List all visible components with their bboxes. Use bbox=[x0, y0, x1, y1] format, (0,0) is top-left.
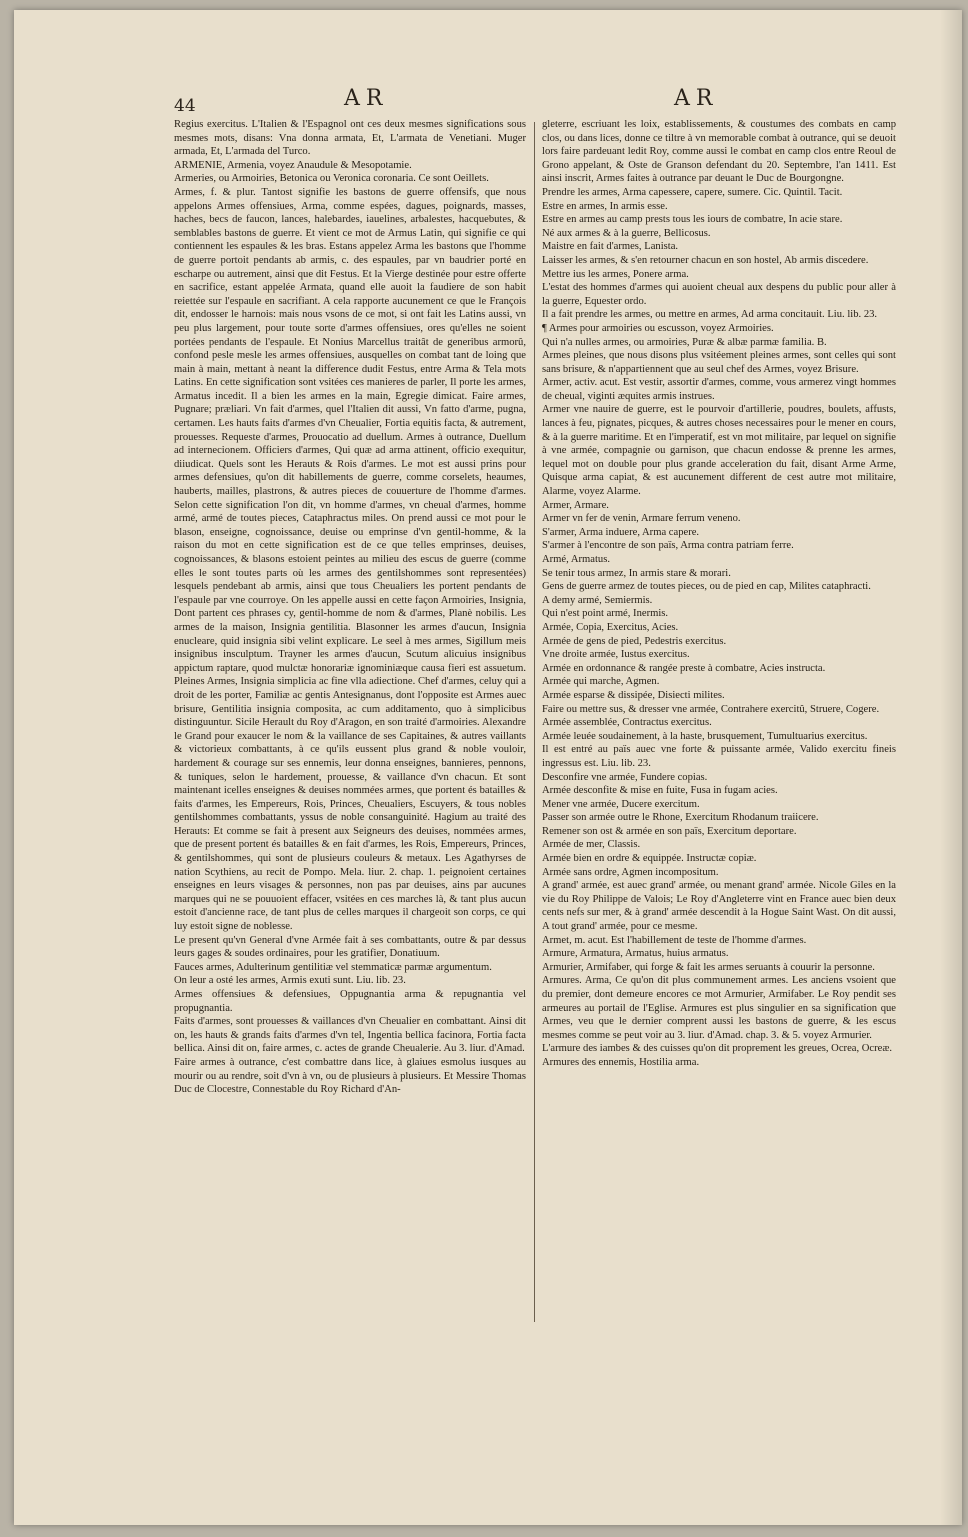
dictionary-entry: Faire armes à outrance, c'est combattre dans lice, à glaiues esmolus iusques au mourir ou au rendre, soit d'vn à vn, ou de plusieurs à plusieurs. Et Messire Thomas Duc de Clocestre, Connestable du Roy Richard d'An- bbox=[174, 1056, 526, 1096]
running-head-right: AR bbox=[674, 86, 719, 111]
dictionary-entry: Le present qu'vn General d'vne Armée fait à ses combattants, outre & par dessus leurs gages & soudes ordinaires, pour les gratifier, Donatiuum. bbox=[174, 934, 526, 960]
dictionary-entry: Armeries, ou Armoiries, Betonica ou Veronica coronaria. Ce sont Oeillets. bbox=[174, 173, 489, 185]
dictionary-entry: Armée, Copia, Exercitus, Acies. bbox=[542, 621, 679, 633]
dictionary-entry: Armes, f. & plur. Tantost signifie les bastons de guerre offensifs, que nous appelons Armes offensiues, Arma, comme espées, dagues, poignards, masses, haches, becs de faucon, lances, halebardes, iauelines, arbalestes, hacquebutes, & semblables bastons de guerre. Et vient ce mot de Armus Latin, qui signifie ce qui contiennent les espaules & les bras. Estans appelez Arma les bastons que l'homme de guerre portoit pendants ab armis, c. des espaules, par vn baudrier porté en escharpe ou autrement, ainsi que dit Festus. Et la Vierge destinée pour estre offerte en sacrifice, estant appelée Armata, quand elle auoit la faudiere de son habit reiettée sur l'espaule en sacrifiant. A cela rapporte aucunement ce que le François dit, endosser le harnois: mais nous vsons de ce mot, si ont fait les Latins aussi, vn peu plus largement, pour toute sorte d'armes offensiues, ores qu'elles ne soient portées pendants de l'espaule. Et Nonius Marcellus traitât de generibus armorû, confond pesle mesle les armes offensiues, ausquelles on combat tant de loing que main à main, mettant à neant la difference dudit Festus, entre Arma & Tela mots Latins. En cette signification sont vsitées ces manieres de parler, Il porte les armes, Armatus incedit. Il a bien les armes en la main, Egregie dimicat. Faire armes, Pugnare; præliari. Vn fait d'armes, quel l'Italien dit aussi, Vn fatto d'arme, pugna, certamen. Les hauts faits d'armes d'vn Cheualier, Fortia equitis facta, & autrement, prouesses. Requeste d'armes, Prouocatio ad duellum. Armes à outrance, Duellum ad internecionem. Officiers d'armes, Qui quæ ad arma attinent, officio exequitur, diiudicat. Quels sont les Herauts & Rois d'armes. Le mot est aussi prins pour armes defensiues, qu'on dit habillements de guerre, comme corselets, heaumes, hauberts, mailles, plastrons, & autres pieces de couuerture de l'homme d'armes. Selon cette signification l'on dit, vn homme d'armes, vn cheual d'armes, homme armé, armé de toutes pieces, Cataphractus miles. On prend aussi ce mot pour le blason, enseigne, cognoissance, deuise ou emprinse d'vn gentil-homme, & la raison du mot en cette signification est de ce que telles emprinses, deuises, cognoissances, & blasons estoient peintes au milieu des escus de guerre (comme elles le sont toutes parts où les armes des gentilshommes sont representées) lesquels pendebant ab armis, ainsi que tous Cheualiers les portent pendants de l'espaule par vne courroye. On les appelle aussi en cette façon Armoiries, Insignia, Dont partent ces phrases cy, gentil-homme de nom & d'armes, Planè nobilis. Les armes de la maison, Insignia gentilitia. Blasonner les armes d'aucun, Insignia enucleare, quid insignia sibi velint explicare. Le seel à mes armes, Sigillum meis insignibus insculptum. Trayner les armes d'aucun, Scutum alicuius insignibus appictum raptare, quod mulctæ honorariæ ignominiæque causa fieri est assuetum. Pleines Armes, Insignia simplicia ac fine vlla adiectione. Chef d'armes, celuy qui a droit de les porter, Familiæ ac gentis Antesignanus, dont l'opposite est Armes auec brisure, Gentilitia insignia composita, ac cum additamento, quo à simplicibus distinguuntur. Sicile Herault du Roy d'Aragon, en son traité d'armoiries. Alexandre le Grand pour exaucer le nom & la vaillance de ses Capitaines, & autres vaillants & victorieux combattants, à ce qu'ils eussent plus grand & noble vouloir, hardement & courage sur ses ennemis, leur donna enseignes, bannieres, pennons, & tuniques, selon le hardement, prouesse, & vaillance d'vn chacun. Et sont maintenant icelles enseignes & deuises nommées armes, que portent és batailles & faits d'armes, les Empereurs, Rois, Princes, Cheualiers, Escuyers, & tous nobles gentilshommes combattants, yssus de noble consanguinité. Hagium au traité des Herauts: Et comme se fait à present aux Seigneurs des deuises, nommées armes, que de present portent és batailles & en fait d'armes, les Rois, Empereurs, Princes, & gentilshommes, qui sont de plusieurs couleurs & metaux. Les Agathyrses de nation Scythiens, au recit de Pompo. Mela. liur. 2. chap. 1. peignoient certaines enseignes en leurs visages & personnes, non pas par deuises, ains par aucunes marques qui ne se pouuoient effacer, vsitées en ces marches là, & tant plus aucun estoit d'ancienne race, de tant plus de celles marques il chargeoit son corps, ce qui luy estoit signe de noblesse. bbox=[174, 186, 526, 933]
dictionary-entry: Il a fait prendre les armes, ou mettre en armes, Ad arma concitauit. Liu. lib. 23. bbox=[542, 309, 878, 321]
dictionary-entry: Armes pleines, que nous disons plus vsitéement pleines armes, sont celles qui sont sans brisure, & n'appartiennent que au seul chef des Armes, voyez Brisure. bbox=[542, 350, 896, 375]
dictionary-entry: Vne droite armée, Iustus exercitus. bbox=[542, 649, 690, 661]
dictionary-entry: Armée sans ordre, Agmen incompositum. bbox=[542, 866, 719, 878]
dictionary-entry: Se tenir tous armez, In armis stare & morari. bbox=[542, 567, 731, 579]
dictionary-entry: Né aux armes & à la guerre, Bellicosus. bbox=[542, 227, 711, 239]
dictionary-entry: Maistre en fait d'armes, Lanista. bbox=[542, 241, 679, 253]
dictionary-entry: gleterre, escriuant les loix, establissements, & coustumes des combats en camp clos, ou dans lices, donne ce tiltre à vn memorable combat à outrance, qui se deuoit lors faire pardeuant ledit Roy, comme aussi le combat en camp clos entre Reoul de Grono appelant, & Oste de Granson defendant du 20. Septembre, l'an 1411. Est ainsi inscrit, Armes faites à outrance par deuant le Duc de Bourgongne. bbox=[542, 119, 896, 185]
dictionary-entry: Qui n'est point armé, Inermis. bbox=[542, 608, 669, 620]
dictionary-entry: ARMENIE, Armenia, voyez Anaudule & Mesopotamie. bbox=[174, 159, 412, 171]
page-header bbox=[14, 82, 962, 122]
dictionary-entry: Armé, Armatus. bbox=[542, 554, 610, 565]
dictionary-entry: Qui n'a nulles armes, ou armoiries, Puræ & albæ parmæ familia. B. bbox=[542, 336, 827, 348]
running-head-left: AR bbox=[344, 86, 389, 111]
page-number: 44 bbox=[174, 96, 196, 116]
dictionary-entry: Armer, activ. acut. Est vestir, assortir d'armes, comme, vous armerez vingt hommes de cheual, viginti æquites armis instrues. bbox=[542, 377, 896, 402]
dictionary-entry: Armer vn fer de venin, Armare ferrum veneno. bbox=[542, 513, 741, 525]
dictionary-entry: Laisser les armes, & s'en retourner chacun en son hostel, Ab armis discedere. bbox=[542, 254, 869, 266]
dictionary-entry: Armes offensiues & defensiues, Oppugnantia arma & repugnantia vel propugnantia. bbox=[174, 989, 526, 1014]
dictionary-entry: A grand' armée, est auec grand' armée, ou menant grand' armée. Nicole Giles en la vie du Roy Philippe de Valois; Le Roy d'Angleterre vint en France auec bien deux cents nefs sur mer, & à grand' armée descendit à la Hogue Saint Wast. On dit aussi, A tout grand' armée, pour ce mesme. bbox=[542, 880, 896, 933]
dictionary-entry: Estre en armes au camp prests tous les iours de combatre, In acie stare. bbox=[542, 214, 843, 226]
dictionary-entry: Armée en ordonnance & rangée preste à combatre, Acies instructa. bbox=[542, 662, 826, 674]
dictionary-entry: Armée desconfite & mise en fuite, Fusa in fugam acies. bbox=[542, 785, 778, 797]
dictionary-entry: ¶ Armes pour armoiries ou escusson, voyez Armoiries. bbox=[542, 322, 774, 334]
dictionary-entry: Armée leuée soudainement, à la haste, brusquement, Tumultuarius exercitus. bbox=[542, 730, 868, 742]
column-divider bbox=[534, 122, 535, 1322]
dictionary-entry: L'estat des hommes d'armes qui auoient cheual aux despens du public pour aller à la guerre, Equester ordo. bbox=[542, 282, 896, 307]
dictionary-entry: Armée bien en ordre & equippée. Instructæ copiæ. bbox=[542, 853, 757, 865]
dictionary-entry: Fauces armes, Adulterinum gentilitiæ vel stemmaticæ parmæ argumentum. bbox=[174, 961, 492, 973]
dictionary-entry: Armer vne nauire de guerre, est le pourvoir d'artillerie, poudres, boulets, affusts, lances à feu, pignates, picques, & autres choses necessaires pour le mener en cours, & à la guerre maritime. Et en l'imperatif, est vn mot militaire, par lequel on signifie à vne armée, compagnie ou garnison, que chacun endosse & prenne les armes, lequel mot on double pour plus grande acceleration du fait, disant Arme Arme, Quisque arma capiat, & est aucunement different de cest autre mot militaire, Alarme, voyez Alarme. bbox=[542, 404, 896, 498]
dictionary-entry: Faits d'armes, sont prouesses & vaillances d'vn Cheualier en combattant. Ainsi dit on, les hauts & grands faits d'armes d'vn tel, Ingentia bellica facinora, Fortia facta bellica. Ainsi dit on, faire armes, c. actes de grande Cheualerie. Au 3. liur. d'Amad. bbox=[174, 1016, 526, 1055]
dictionary-entry: Regius exercitus. L'Italien & l'Espagnol ont ces deux mesmes significations sous mesmes mots, disans: Vna donna armata, Et, L'armata de Venetiani. Muger armada, Et, L'armada del Turco. bbox=[174, 119, 526, 158]
right-column bbox=[542, 118, 896, 1070]
dictionary-entry: A demy armé, Semiermis. bbox=[542, 594, 653, 606]
page-edge-shadow bbox=[940, 10, 962, 1525]
dictionary-entry: Armet, m. acut. Est l'habillement de teste de l'homme d'armes. bbox=[542, 934, 807, 946]
dictionary-entry: Il est entré au païs auec vne forte & puissante armée, Valido exercitu fineis ingressus est. Liu. lib. 23. bbox=[542, 744, 896, 769]
dictionary-entry: L'armure des iambes & des cuisses qu'on dit proprement les greues, Ocrea, Ocreæ. bbox=[542, 1043, 893, 1055]
dictionary-entry: Mener vne armée, Ducere exercitum. bbox=[542, 798, 700, 810]
dictionary-entry: Passer son armée outre le Rhone, Exercitum Rhodanum traiicere. bbox=[542, 812, 819, 824]
dictionary-entry: S'armer, Arma induere, Arma capere. bbox=[542, 526, 700, 538]
dictionary-entry: Remener son ost & armée en son païs, Exercitum deportare. bbox=[542, 825, 797, 837]
dictionary-entry: Faire ou mettre sus, & dresser vne armée, Contrahere exercitû, Struere, Cogere. bbox=[542, 703, 880, 715]
dictionary-entry: Estre en armes, In armis esse. bbox=[542, 200, 668, 212]
dictionary-entry: Armée de mer, Classis. bbox=[542, 839, 641, 851]
book-page bbox=[14, 10, 962, 1525]
dictionary-entry: Prendre les armes, Arma capessere, capere, sumere. Cic. Quintil. Tacit. bbox=[542, 186, 843, 198]
dictionary-entry: Armures. Arma, Ce qu'on dit plus communement armes. Les anciens vsoient que du premier, dont demeure encores ce mot Armurier, Armifaber. Le Roy pendit ses armeures au portail de l'Eglise. Armures est plus singulier en sa signification que Armes, veu que le dernier comprent aussi les bastons de guerre, & les escus mesmes comme se peut voir au 3. liur. d'Amad. chap. 3. & 5. voyez Armurier. bbox=[542, 975, 896, 1041]
left-column bbox=[174, 118, 526, 1097]
dictionary-entry: Gens de guerre armez de toutes pieces, ou de pied en cap, Milites cataphracti. bbox=[542, 581, 871, 593]
dictionary-entry: Armée de gens de pied, Pedestris exercitus. bbox=[542, 635, 727, 647]
dictionary-entry: Armée qui marche, Agmen. bbox=[542, 676, 660, 688]
dictionary-entry: On leur a osté les armes, Armis exuti sunt. Liu. lib. 23. bbox=[174, 975, 406, 987]
dictionary-entry: Armures des ennemis, Hostilia arma. bbox=[542, 1056, 700, 1068]
dictionary-entry: S'armer à l'encontre de son païs, Arma contra patriam ferre. bbox=[542, 540, 794, 552]
dictionary-entry: Mettre ius les armes, Ponere arma. bbox=[542, 268, 689, 280]
dictionary-entry: Armer, Armare. bbox=[542, 499, 609, 511]
dictionary-entry: Armure, Armatura, Armatus, huius armatus. bbox=[542, 948, 729, 960]
dictionary-entry: Armée esparse & dissipée, Disiecti milites. bbox=[542, 689, 725, 701]
dictionary-entry: Armurier, Armifaber, qui forge & fait les armes seruants à couurir la personne. bbox=[542, 961, 875, 973]
dictionary-entry: Armée assemblée, Contractus exercitus. bbox=[542, 717, 712, 729]
dictionary-entry: Desconfire vne armée, Fundere copias. bbox=[542, 771, 708, 783]
